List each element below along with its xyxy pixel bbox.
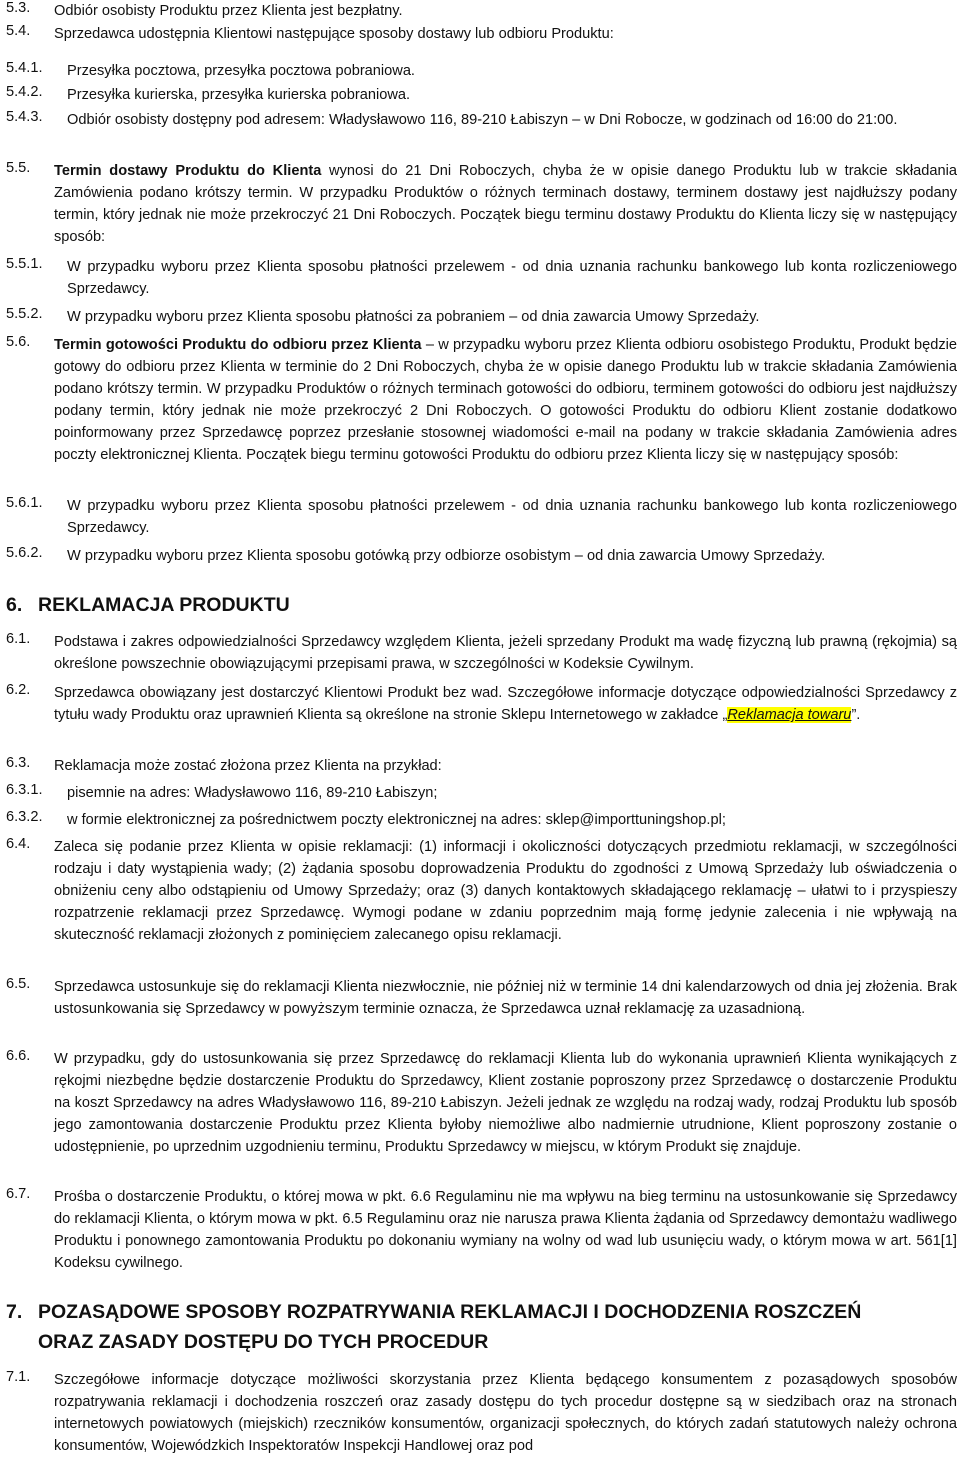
document-page: 5.3. Odbiór osobisty Produktu przez Klienta jest bezpłatny. 5.4. Sprzedawca udostępnia Klientowi następujące sposoby dostawy lub odbioru Produktu: 5.4.1. Przesyłka pocztowa, przesyłka pocztowa pobraniowa. 5.4.2. Przesyłka kurierska, przesyłka kurierska pobraniowa. 5.4.3. Odbiór osobisty dostępny pod adresem: Władysławowo 116, 89-210 Łabiszyn – w Dni Robocze, w godzinach od 16:00 do 21:00. 5.5. Termin dostawy Produktu do Klienta wynosi do 21 Dni Roboczych, chyba że w opisie danego Produktu lub w trakcie składania Zamówienia podano krótszy termin. W przypadku Produktów o różnych terminach dostawy, terminem dostawy jest najdłuższy podany termin, który jednak nie może przekroczyć 21 Dni Roboczych. Początek biegu terminu dostawy Produktu do Klienta liczy się w następujący sposób: 5.5.1. W przypadku wyboru przez Klienta sposobu płatności przelewem - od dnia uznania rachunku bankowego lub konta rozliczeniowego Sprzedawcy. 5.5.2. W przypadku wyboru przez Klienta sposobu płatności za pobraniem – od dnia zawarcia Umowy Sprzedaży. 5.6. Termin gotowości Produktu do odbioru przez Klienta – w przypadku wyboru przez Klienta odbioru osobistego Produktu, Produkt będzie gotowy do odbioru przez Klienta w terminie do 2 Dni Roboczych, chyba że w opisie danego Produktu lub w trakcie składania Zamówienia podano krótszy termin. W przypadku Produktów o różnych terminach gotowości do odbioru, terminem gotowości do odbioru jest najdłuższy podany termin, który jednak nie może przekroczyć 2 Dni Roboczych. O gotowości Produktu do odbioru Klient zostanie dodatkowo poinformowany przez Sprzedawcę poprzez przesłanie stosownej wiadomości e-mail na podany w trakcie składania Zamówienia adres poczty elektronicznej Klienta. Początek biegu terminu gotowości Produktu do odbioru przez Klienta liczy się w następujący sposób: 5.6.1. W przypadku wyboru przez Klienta sposobu płatności przelewem - od dnia uznania rachunku bankowego lub konta rozliczeniowego Sprzedawcy. 5.6.2. W przypadku wyboru przez Klienta sposobu gotówką przy odbiorze osobistym – od dnia zawarcia Umowy Sprzedaży. 6. REKLAMACJA PRODUKTU 6.1. Podstawa i zakres odpowiedzialności Sprzedawcy względem Klienta, jeżeli sprzedany Produkt ma wadę fizyczną lub prawną (rękojmia) są określone powszechnie obowiązującymi przepisami prawa, w szczególności w Kodeksie Cywilnym. 6.2. Sprzedawca obowiązany jest dostarczyć Klientowi Produkt bez wad. Szczegółowe informacje dotyczące odpowiedzialności Sprzedawcy z tytułu wady Produktu oraz uprawnień Klienta są określone na stronie Sklepu Internetowego w zakładce „Reklamacja towaru”. 6.3. Reklamacja może zostać złożona przez Klienta na przykład: 6.3.1. pisemnie na adres: Władysławowo 116, 89-210 Łabiszyn; 6.3.2. w formie elektronicznej za pośrednictwem poczty elektronicznej na adres: sklep@importtuningshop.pl; 6.4. Zaleca się podanie przez Klienta w opisie reklamacji: (1) informacji i okoliczności dotyczących przedmiotu reklamacji, w szczególności rodzaju i daty wystąpienia wady; (2) żądania sposobu doprowadzenia Produktu do zgodności z Umową Sprzedaży lub oświadczenia o obniżeniu ceny albo odstąpieniu od Umowy Sprzedaży; oraz (3) danych kontaktowych składającego reklamację – ułatwi to i przyspieszy rozpatrzenie reklamacji przez Sprzedawcę. Wymogi podane w zdaniu poprzednim mają formę jedynie zalecenia i nie wpływają na skuteczność reklamacji złożonych z pominięciem zalecanego opisu reklamacji. 6.5. Sprzedawca ustosunkuje się do reklamacji Klienta niezwłocznie, nie później niż w terminie 14 dni kalendarzowych od dnia jej złożenia. Brak ustosunkowania się Sprzedawcy w powyższym terminie oznacza, że Sprzedawca uznał reklamację za uzasadnioną. 6.6. W przypadku, gdy do ustosunkowania się przez Sprzedawcę do reklamacji Klienta lub do wykonania uprawnień Klienta wynikających z rękojmi niezbędne będzie dostarczenie Produktu do Sprzedawcy, Klient zostanie poproszony przez Sprzedawcę o dostarczenie Produktu na koszt Sprzedawcy na adres Władysławowo 116, 89-210 Łabiszyn. Jeżeli jednak ze względu na rodzaj wady, rodzaj Produktu lub sposób jego zamontowania dostarczenie Produktu przez Klienta byłoby niemożliwe albo nadmiernie utrudnione, Klient poproszony zostanie o udostępnienie, po uprzednim uzgodnieniu terminu, Produktu Sprzedawcy w miejscu, w którym Produkt się znajduje. 6.7. Prośba o dostarczenie Produktu, o której mowa w pkt. 6.6 Regulaminu nie ma wpływu na bieg terminu na ustosunkowanie się Sprzedawcy do reklamacji Klienta, o którym mowa w pkt. 6.5 Regulaminu oraz nie narusza prawa Klienta żądania od Sprzedawcy demontażu wadliwego Produktu i ponownego zamontowania Produktu po dokonaniu wymiany na wolny od wad lub usunięciu wady, o którym mowa w art. 561[1] Kodeksu cywilnego. 7. POZASĄDOWE SPOSOBY ROZPATRYWANIA REKLAMACJI I DOCHODZENIA ROSZCZEŃ ORAZ ZASADY DOSTĘPU DO TYCH PROCEDUR 7.1. Szczegółowe informacje dotyczące możliwości skorzystania przez Klienta będącego konsumentem z pozasądowych sposobów rozpatrywania reklamacji i dochodzenia roszczeń oraz zasady dostępu do tych procedur dostępne są w siedzibach oraz na stronach internetowych powiatowych (miejskich) rzeczników konsumentów, organizacji społecznych, do których zadań statutowych należy ochrona konsumentów, Wojewódzkich Inspektoratów Inspekcji Handlowej oraz pod <box>0 0 960 1461</box>
item-bold-term: Termin gotowości Produktu do odbioru przez Klienta <box>54 337 422 353</box>
item-text <box>54 334 957 467</box>
item-number: 5.6.1. <box>6 495 43 511</box>
item-text: W przypadku wyboru przez Klienta sposobu gotówką przy odbiorze osobistym – od dnia zawarcia Umowy Sprzedaży. <box>67 548 826 564</box>
heading-title: REKLAMACJA PRODUKTU <box>38 594 290 616</box>
item-number: 6.3.1. <box>6 782 43 798</box>
reklamacja-towaru-link[interactable]: Reklamacja towaru <box>727 707 852 724</box>
item-text: Szczegółowe informacje dotyczące możliwości skorzystania przez Klienta będącego konsumentem z pozasądowych sposobów rozpatrywania reklamacji i dochodzenia roszczeń oraz zasady dostępu do tych procedur dostępne są w siedzibach oraz na stronach internetowych powiatowych (miejskich) rzeczników konsumentów, organizacji społecznych, do których zadań statutowych należy ochrona konsumentów, Wojewódzkich Inspektoratów Inspekcji Handlowej oraz pod <box>54 1372 957 1455</box>
item-number: 6.7. <box>6 1186 31 1202</box>
item-number: 6.6. <box>6 1048 31 1064</box>
item-number: 5.4. <box>6 23 31 39</box>
item-number: 5.5. <box>6 160 31 176</box>
item-body: Sprzedawca obowiązany jest dostarczyć Klientowi Produkt bez wad. Szczegółowe informacje dotyczące odpowiedzialności Sprzedawcy z tytułu wady Produktu oraz uprawnień Klienta są określone na stronie Sklepu Internetowego w zakładce „ <box>54 685 957 724</box>
item-number: 6.2. <box>6 682 31 698</box>
item-number: 6.3. <box>6 755 31 771</box>
item-number: 5.4.1. <box>6 60 43 76</box>
heading-number: 7. <box>6 1301 23 1323</box>
item-number: 6.1. <box>6 631 31 647</box>
item-body: wynosi do 21 Dni Roboczych, chyba że w opisie danego Produktu lub w trakcie składania Zamówienia podano krótszy termin. W przypadku Produktów o różnych terminach dostawy, terminem dostawy jest najdłuższy podany termin, który jednak nie może przekroczyć 21 Dni Roboczych. Początek biegu terminu dostawy Produktu do Klienta liczy się w następujący sposób: <box>54 163 957 246</box>
item-text: w formie elektronicznej za pośrednictwem poczty elektronicznej na adres: sklep@importtuningshop.pl; <box>67 812 726 828</box>
item-number: 6.3.2. <box>6 809 43 825</box>
item-text: W przypadku wyboru przez Klienta sposobu płatności za pobraniem – od dnia zawarcia Umowy Sprzedaży. <box>67 309 760 325</box>
item-text: Zaleca się podanie przez Klienta w opisie reklamacji: (1) informacji i okoliczności dotyczących przedmiotu reklamacji, w szczególności rodzaju i daty wystąpienia wady; (2) żądania sposobu doprowadzenia Produktu do zgodności z Umową Sprzedaży lub oświadczenia o obniżeniu ceny albo odstąpieniu od Umowy Sprzedaży; oraz (3) danych kontaktowych składającego reklamację – ułatwi to i przyspieszy rozpatrzenie reklamacji przez Sprzedawcę. Wymogi podane w zdaniu poprzednim mają formę jedynie zalecenia i nie wpływają na skuteczność reklamacji złożonych z pominięciem zalecanego opisu reklamacji. <box>54 839 957 944</box>
item-bold-term: Termin dostawy Produktu do Klienta <box>54 163 322 179</box>
item-text: W przypadku, gdy do ustosunkowania się przez Sprzedawcę do reklamacji Klienta lub do wykonania uprawnień Klienta wynikających z rękojmi niezbędne będzie dostarczenie Produktu do Sprzedawcy, Klient zostanie poproszony przez Sprzedawcę o dostarczenie Produktu na koszt Sprzedawcy na adres Władysławowo 116, 89-210 Łabiszyn. Jeżeli jednak ze względu na rodzaj wady, rodzaj Produktu lub sposób jego zamontowania dostarczenie Produktu przez Klienta byłoby niemożliwe albo nadmiernie utrudnione, Klient poproszony zostanie o udostępnienie, po uprzednim uzgodnieniu terminu, Produktu Sprzedawcy w miejscu, w którym Produkt się znajduje. <box>54 1051 957 1156</box>
item-number: 5.3. <box>6 0 31 16</box>
item-number: 5.4.3. <box>6 109 43 125</box>
item-text <box>54 682 957 726</box>
item-number: 7.1. <box>6 1369 31 1385</box>
item-number: 5.5.1. <box>6 256 43 272</box>
item-text: Odbiór osobisty dostępny pod adresem: Władysławowo 116, 89-210 Łabiszyn – w Dni Robocze, w godzinach od 16:00 do 21:00. <box>67 112 898 128</box>
item-number: 5.6. <box>6 334 31 350</box>
item-text: W przypadku wyboru przez Klienta sposobu płatności przelewem - od dnia uznania rachunku bankowego lub konta rozliczeniowego Sprzedawcy. <box>67 498 957 537</box>
heading-title: POZASĄDOWE SPOSOBY ROZPATRYWANIA REKLAMACJI I DOCHODZENIA ROSZCZEŃ ORAZ ZASADY DOSTĘPU DO TYCH PROCEDUR <box>38 1301 862 1353</box>
item-text: Sprzedawca ustosunkuje się do reklamacji Klienta niezwłocznie, nie później niż w terminie 14 dni kalendarzowych od dnia jej złożenia. Brak ustosunkowania się Sprzedawcy w powyższym terminie oznacza, że Sprzedawca uznał reklamację za uzasadnioną. <box>54 979 957 1018</box>
item-text: W przypadku wyboru przez Klienta sposobu płatności przelewem - od dnia uznania rachunku bankowego lub konta rozliczeniowego Sprzedawcy. <box>67 259 957 298</box>
item-number: 5.6.2. <box>6 545 43 561</box>
item-text <box>54 160 957 248</box>
item-number: 5.4.2. <box>6 84 43 100</box>
item-body-end: ”. <box>851 707 861 724</box>
item-number: 6.5. <box>6 976 31 992</box>
item-number: 5.5.2. <box>6 306 43 322</box>
item-text: Prośba o dostarczenie Produktu, o której mowa w pkt. 6.6 Regulaminu nie ma wpływu na bieg terminu na ustosunkowanie się Sprzedawcy do reklamacji Klienta, o którym mowa w pkt. 6.5 Regulaminu oraz nie narusza prawa Klienta żądania od Sprzedawcy demontażu wadliwego Produktu i ponownego zamontowania Produktu po dokonaniu wymiany na wolny od wad lub usunięciu wady, o którym mowa w art. 561[1] Kodeksu cywilnego. <box>54 1189 957 1272</box>
item-body: – w przypadku wyboru przez Klienta odbioru osobistego Produktu, Produkt będzie gotowy do odbioru przez Klienta w terminie do 2 Dni Roboczych, chyba że w opisie danego Produktu lub w trakcie składania Zamówienia podano krótszy termin. W przypadku Produktów o różnych terminach gotowości do odbioru, terminem gotowości do odbioru jest najdłuższy podany termin, który jednak nie może przekroczyć 2 Dni Roboczych. O gotowości Produktu do odbioru Klient zostanie dodatkowo poinformowany przez Sprzedawcę poprzez przesłanie stosownej wiadomości e-mail na podany w trakcie składania Zamówienia adres poczty elektronicznej Klienta. Początek biegu terminu gotowości Produktu do odbioru przez Klienta liczy się w następujący sposób: <box>54 337 957 464</box>
heading-number: 6. <box>6 594 23 616</box>
item-text: Reklamacja może zostać złożona przez Klienta na przykład: <box>54 758 442 774</box>
item-number: 6.4. <box>6 836 31 852</box>
item-text: pisemnie na adres: Władysławowo 116, 89-210 Łabiszyn; <box>67 785 438 801</box>
item-text: Podstawa i zakres odpowiedzialności Sprzedawcy względem Klienta, jeżeli sprzedany Produkt ma wadę fizyczną lub prawną (rękojmia) są określone powszechnie obowiązującymi przepisami prawa, w szczególności w Kodeksie Cywilnym. <box>54 634 957 673</box>
